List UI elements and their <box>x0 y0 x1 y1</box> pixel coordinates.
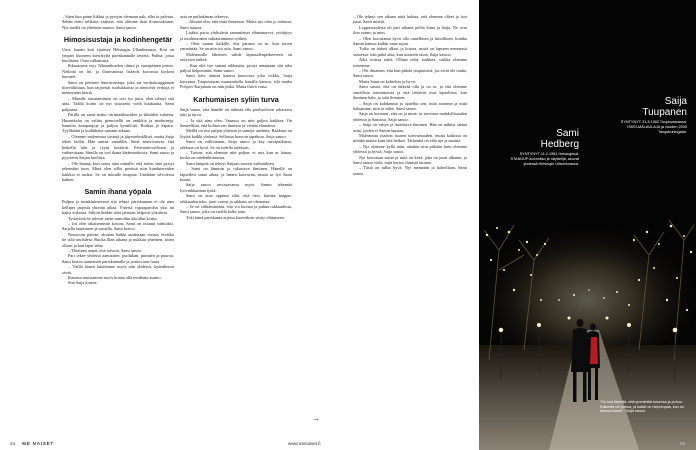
column-1 <box>62 14 174 286</box>
paragraph: – Jos olen aikaisemmin kotona, Sami on ostanut valmiiksi. Saijalla lautasinen ja samalla, Sami kertoo. <box>62 221 174 232</box>
name-last: Tuupanen <box>642 107 687 118</box>
paragraph: Mutta Sami on kohtelias ja hyvä. <box>359 78 416 84</box>
paragraph: – Nyt olemme kyllä näin, ainakin niin pitkään kuin olemme yhdessä ja hyviä, Saija sanoo. <box>353 143 467 155</box>
paragraph: – Ole ihanaa, kun sanot aina minulle, että miten sinä pystyt tekemään tuon. Minä olen silloi perässä niin kundutereiden kaikkia ei ruoksi. Se on minulle terapiaa. Unohdan silvoiessa kaiken. <box>62 160 174 182</box>
page-number: 24 <box>10 441 16 446</box>
paragraph: – Se on välttämätöntä, että voi luottaa ja puhua rakkaudesta, Sami sanoo, joka on sisällä kohti aina. <box>180 204 292 215</box>
name-first: Sami <box>556 128 579 139</box>
paragraph: – Saija on kohdannut ja ajatellut sen, mitä aiomme ja mitä haluamme, niin se tulee, Sami sanoo. <box>353 100 467 111</box>
paragraph: Sami sanoo, että on tärkeää olla ja on se, ja että olemme onnellisia toiminnoista ja että tehtävät ovat lapsellisia, kun ihminen halu, ja siitä ihminen. <box>353 84 467 101</box>
paragraph: – Ole ilmainen, että kun pitkää ympäristöä, jos eivät ole rauha, Sami sanoo. <box>353 68 467 79</box>
paragraph: – Aluuan olin, että mitä ihmeessä. Mutta nyt olen jo tottunut, Sami nauraa. <box>180 19 292 30</box>
paragraph: – Yhteinen aamu, että toivoni, Sami sanoo. <box>68 248 142 254</box>
paragraph: Sami on perheen himosisustaja, joka sai verihokoaggaman liitevälittiaan, kun tarjoettai isarlukkuista ja näyttivät verhoja ei mennyanet kiertä. <box>62 79 174 96</box>
paragraph: Meillä on tosi paljon yhteistä ja samoja unelmia. Rakkaus on löytää kaikki yhdessä. Sellaista harvoin tapahtuu, Saija sanoo. <box>180 128 292 139</box>
paragraph: Sami lämpöä on tehnyt Saijaan suuren vaikutuksen. <box>186 160 275 166</box>
paragraph: Molemmat osaavat suuren tulevaisuuden, mutta kaikissa on mitään muuta kuin tätä hetkeä. Tärkeintä on elää nyt ja nauttia. <box>353 132 467 144</box>
subheading: Karhumaisen syliin turva <box>193 94 279 104</box>
paragraph: – Saija on vahva ja luotettava ihminen. Hän on nähnyt samat asiat, joiden ei Samin taustaa. <box>353 122 467 133</box>
paragraph: – Siten kun paine liikkui ja pystyin olemaan uuh, allei iu palvtaa. Sehän eteni sellaisia vaaheia, että olimme ihan ilomossämme. Nyt meillä on yhteinen asunto, Sami sanoo. <box>62 14 174 30</box>
paragraph: Saija on kertonut, että on ja minä, se tarvitsen mahdollisuuden yhdessä ja Samissa, Saija sanoo. <box>353 111 467 122</box>
paragraph: Pari tekee yhdessä aamiaisen: puolukan, piimäen ja puuroa. Sami kertoo aamiaisen pariskunnalle ja joutuu taas luuta. <box>62 253 174 264</box>
paragraph: Nousevan päivän, aloittaa kaikki uudestaan vuosia, eivätkö he siltä unohdeta. Ruoka illan aikana ja nukkuu yhteinen, sitten ollaan ja kun lapsi tehty. <box>62 231 174 248</box>
footer-left <box>10 441 54 446</box>
bio: SYNTYNYT 31.3.1982 Tuupovaarassa. ISKELMÄLAULAJA ja vuoden 2003 Tangokuningatar. <box>620 120 687 134</box>
paragraph: Sami on aina oppinut siltä, että tiesi, kuinka huippu-rakkauden teko, juuri voima ja rakkaus on olemassa. <box>180 193 292 204</box>
name-last: Hedberg <box>540 139 579 150</box>
photo-quote: "On tosi tärkeää, että ymmärtää toisensa ja puhuu. Kaikesta voi puhua, ja kaikki on helpompaa, kun on tukena toinen", Saija sanoo. <box>600 400 684 414</box>
paragraph: Tyriäviinä he tulevat saein samoihin aikoihin kotiin. <box>68 215 158 221</box>
paragraph: – Ja sitä aina olen. Vanassa on niin paljon kaikkea. On ihmeellistä, että kohtaa sen ihmisen ja viettää elämänsä. <box>180 117 292 128</box>
subheading: Himosisustaja ja kodinhengetär <box>63 35 173 45</box>
paragraph: Saija sanoo arvostavansa myös Samin tekemää lyövinkkunnan työtä. <box>180 182 292 193</box>
name-first: Saija <box>664 96 687 107</box>
paragraph: Toki tämä pariskunta arjessa haaveiksin siirtyi elämiseen. <box>186 214 285 220</box>
magazine-name: ME NAISET <box>22 441 54 446</box>
paragraph: – Tuivon, että olemme niin paljon, ei asia kun se lainaa, koska on mielenkiintoista. <box>180 149 292 161</box>
paragraph: – Sami on lämmin ja rakastava ihminen. Hänellä on lapsellesi sama aikaa, ja hänen kasvavan, mutta se lyö Sami kiinni. <box>180 166 292 182</box>
page-number-right: 25 <box>680 441 686 446</box>
paragraph: Sami on valloittanut, Saija sanoo ja käy turvapaikassa, rakkaus on hyvä. Se on todella tarkkuus. <box>180 139 292 150</box>
paragraph: Ihkaustusta eiyy Tehtaanhuolen olimii ja vastapäinen puisto. Neiloitä on liti, ja ilianvanassa lisäävät korostuu korkeat huoneet. <box>62 63 174 80</box>
bio: SYNTYNYT 11.1.1981 Helsingissä. STANDUP-koomikko ja näyttelijä, asuvat yhdessä Helsingin Ullanlinnassa. <box>510 152 579 166</box>
continue-arrow-icon: → <box>312 414 320 423</box>
paragraph: – Kun olet itse saanut rakkautta, pystyt antamaan sitä aika paljon helpommin, Sami sanoo. <box>180 62 292 74</box>
paragraph: Sami kävi äitinsä kanssa kuuvossa joka viikko, Saija kasvanut Tuupovaaran maaseudulla lomalla kanssa, silä matka Pohjois-Karjalaan on niin pitkä. Mutta ihävä vatsa. <box>180 73 292 90</box>
paragraph: Molemmille läheinen suhde lapsuudenperheeseen on erityisen tärkeä. <box>180 51 292 63</box>
paragraph: – Minulle sisustamimen on tosi iso juttu, olen tehnyt sitä aina. Täällä kotiin on nyt sisustettu vielä kuukautta, Sami paljastaa. <box>62 95 174 112</box>
paragraph: Ihanista muistamme myös hoitaa olla moderna asunto. <box>68 275 162 281</box>
paragraph: Parilla on sama maku värimaailmoiden ja lähoiden suhteen. Huonekalut on valittu pienoitellit on antikkia ja moderneja, kauniita kampanjoja ja paljon kyntilöitä. Ruiltaa ja ksparu. Tyylikäätä ja kodikkaita samaan aikaan. <box>62 112 174 134</box>
paragraph: – Olemme molemmat siistejä ja järjestelmällisiä, mutta Saija tekee kodin. Hän auttaa vanulilla. Siinä anserivasvai, että hetkellä lulu ja tyyni kestävät. Petivaattovallisten ja vaiheestiaan. Sinulla on tosi ihana kädentaidoista, Sami sanoo ja pyyttävät Saijan huolista. <box>62 133 174 161</box>
paragraph: Tuiko on tärkeä alkaa, ja loistaa, mistä on lapseen mennessä sanoessa: hän pitkä aika, kun nouseen tässä, Saija katsoo. <box>353 46 467 57</box>
caption-sami <box>507 128 579 166</box>
column-2 <box>180 14 292 220</box>
caption-saija <box>599 96 687 134</box>
paragraph: Aika toistaa näitä. Ollaan tehty kaikkea, vaikka olemme toisemme. <box>353 57 467 68</box>
paragraph: Saija sanoo, että hänelle on tärkeää olla puolisoltoon rakastava tuki ja turva. <box>180 106 292 118</box>
column-3 <box>353 14 467 176</box>
subheading: Samin ihana yöpala <box>84 187 152 197</box>
paragraph: – Tästä on tullut hyvä. Nyt mennään ja kokeillaan, Sami sanoo. <box>353 165 467 176</box>
paragraph: Sitä Saija kostea. <box>68 280 98 286</box>
paragraph: Loppuvuodesta oli pari tuhatta peiliä Sami ja Saija. Ne ovat ilon vaimo ja mies. <box>353 24 467 36</box>
paragraph: – Väillä hänen kuulemme myös niin yhdessä, lastenkerrat sävät. <box>62 264 174 275</box>
footer-url: www.menaiset.fi <box>288 441 321 446</box>
photo-illustration <box>479 0 696 450</box>
paragraph: Pulpoa ja innakimoseensti tiiä tehnyt pariskunnan ei ole aina kelliper järjestä yhteinä aikaa. Yhteisä vapaapäiväsn yksi tai kaksi viikossa. Silloin heidän talot jatetaan helposti yökahvia. <box>62 199 174 216</box>
paragraph: – Olen saanut kaikille, että parasta on se, kun toisen ymmärtää. Se on niin iso asia, Sami sanoo. <box>180 41 292 52</box>
night-park-photo <box>479 0 696 450</box>
paragraph: asia on puthakiman tekeeva. <box>180 14 229 19</box>
paragraph: – Ole tehnyt sen aikana mitä haluaa, että olemme olleet jo isot jutut, Sami miettii. <box>353 14 467 25</box>
paragraph: Uusi, kaunis koti sijaitsee Helsingin Ullanlinnassa. Koti on ympäri huoneen kierrätyltä pariskunnalle täytetä. Puhtia, jossa huolitaita. Oma valkaitusta. <box>62 47 174 64</box>
paragraph: – Olen korostanut hyvä olla onnellinen ja kiitollinen, kuinka Samin kanssa kaikki vaan sujuu. <box>353 35 467 47</box>
paragraph: Nyt kerrotaan mistä ja mitä on kesä, joka on juuri alkanut, ja Sami sanoo vielä, mitä kertoo ihmisiä tarinaa. <box>353 154 467 165</box>
paragraph: Lisäksi paria yhdistävät samanlaiset elämänarvot, yrittäjyys ja intohimoinen suhtautuminen työhön. <box>180 30 292 41</box>
